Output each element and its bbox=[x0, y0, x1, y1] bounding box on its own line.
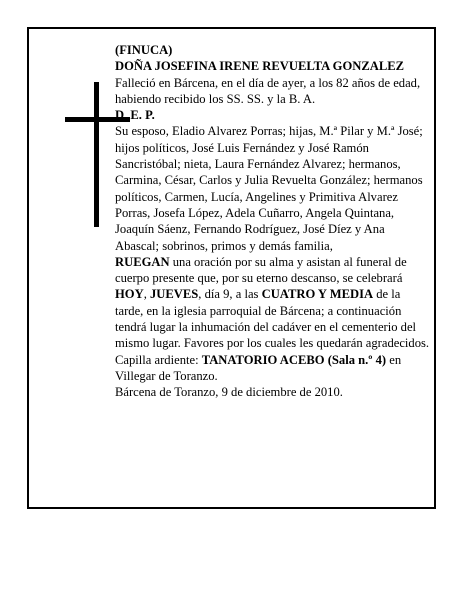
place-date: Bárcena de Toranzo, 9 de diciembre de 2010. bbox=[115, 385, 343, 400]
time-keyword: CUATRO Y MEDIA bbox=[261, 287, 374, 302]
funeral-request bbox=[115, 254, 431, 352]
request-keyword: RUEGAN bbox=[115, 254, 170, 269]
weekday-keyword: JUEVES bbox=[149, 287, 199, 302]
notice-header: (FINUCA) bbox=[115, 43, 173, 57]
day-separator: , bbox=[143, 287, 150, 302]
request-text-2: , día 9, a las bbox=[198, 287, 262, 302]
chapel-location: en Villegar de Toranzo. bbox=[115, 352, 402, 383]
chapel-info bbox=[115, 352, 431, 385]
obituary-notice bbox=[27, 27, 436, 509]
family-list: Su esposo, Eladio Alvarez Porras; hijas, M.ª Pilar y M.ª José; hijos políticos, José Luis Fernández y José Ramón Sancristóbal; nieta, Laura Fernández Alvarez; hermanos, Carmina, César, Carlos y Julia Revuelta González; hermanos políticos, Carmen, Lucía, Angelines y Primitiva Alvarez Porras, Josefa López, Adela Cuñarro, Angela Quintana, Joaquín Sáenz, Fernando Rodríguez, José Díez y Ana Abascal; sobrinos, primos y demás familia, bbox=[115, 124, 423, 253]
request-text-3: de la tarde, en la iglesia parroquial de Bárcena; a continuación tendrá lugar la inhumación del cadáver en el cementerio del mismo lugar. Favores por los cuales les quedarán agradecidos. bbox=[115, 287, 430, 351]
cross-vertical-bar bbox=[94, 82, 99, 227]
request-text-1: una oración por su alma y asistan al funeral de cuerpo presente que, por su eterno descanso, se celebrará bbox=[115, 254, 407, 286]
deceased-name: DOÑA JOSEFINA IRENE REVUELTA GONZALEZ bbox=[115, 59, 405, 74]
day-keyword: HOY bbox=[115, 287, 144, 302]
death-announcement: Falleció en Bárcena, en el día de ayer, a los 82 años de edad, habiendo recibido los SS. SS. y la B. A. bbox=[115, 75, 421, 106]
chapel-label: Capilla ardiente: bbox=[115, 352, 202, 367]
rip-line: D. E. P. bbox=[115, 108, 155, 123]
chapel-name: TANATORIO ACEBO (Sala n.º 4) bbox=[201, 352, 387, 367]
notice-text bbox=[115, 42, 431, 401]
